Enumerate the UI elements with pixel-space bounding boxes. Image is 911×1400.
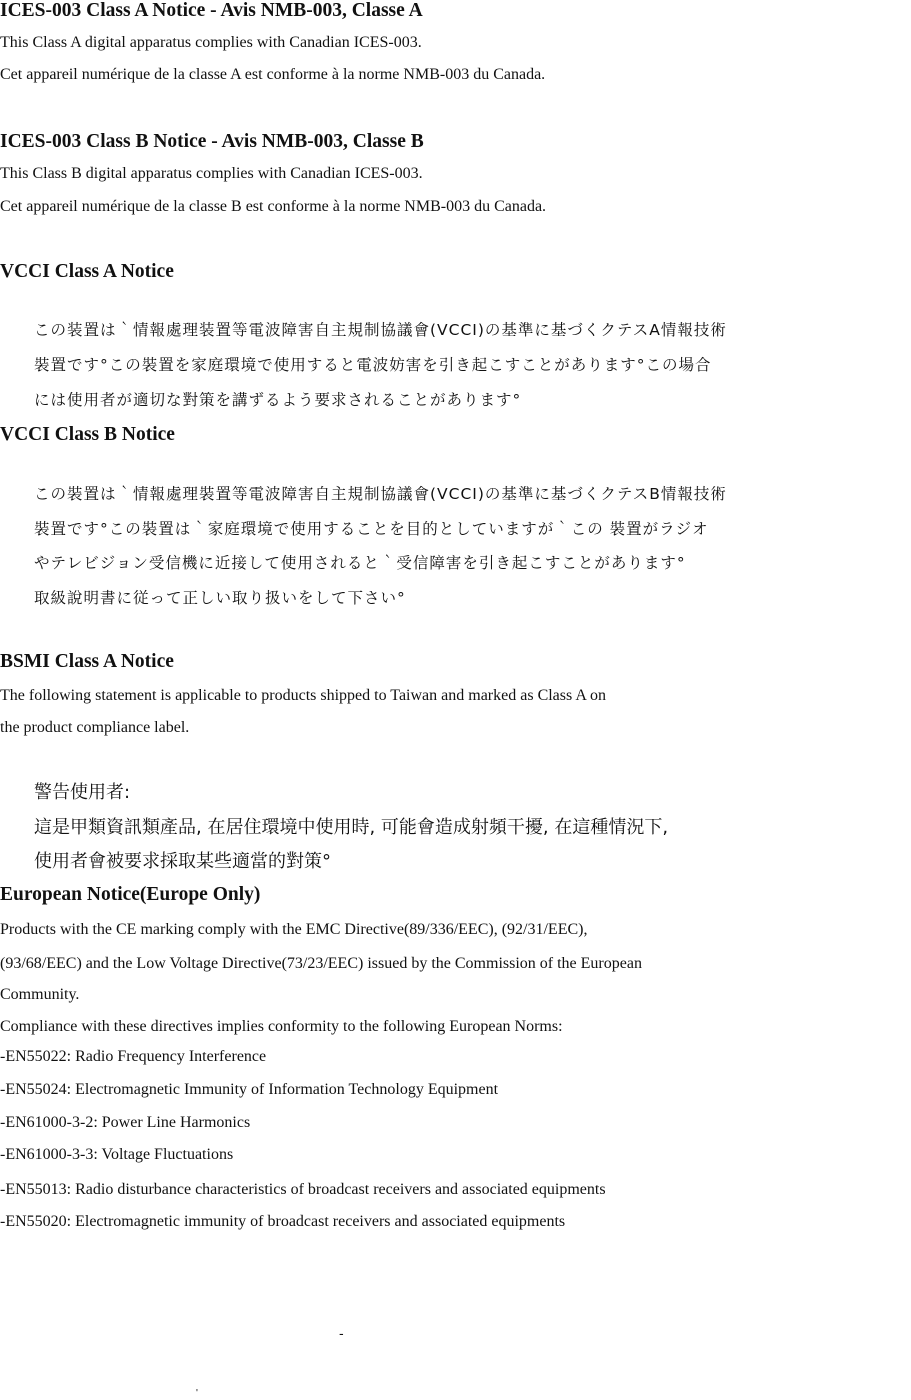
bsmi-warning-line-3: 使用者會被要求採取某些適當的對策°	[34, 851, 331, 872]
europe-line-4: Compliance with these directives implies conformity to the following European Norms:	[0, 1018, 563, 1035]
europe-line-3: Community.	[0, 986, 80, 1003]
europe-norm-en55013: -EN55013: Radio disturbance characteristics of broadcast receivers and associated equipments	[0, 1181, 606, 1198]
europe-line-1: Products with the CE marking comply with the EMC Directive(89/336/EEC), (92/31/EEC),	[0, 921, 588, 938]
europe-norm-en55020: -EN55020: Electromagnetic immunity of broadcast receivers and associated equipments	[0, 1213, 566, 1230]
bsmi-line-2: the product compliance label.	[0, 719, 190, 736]
bsmi-warning-line-2: 這是甲類資訊類產品, 在居住環境中使用時, 可能會造成射頻干擾, 在這種情況下,	[34, 817, 669, 838]
ices-class-a-line-1: This Class A digital apparatus complies with Canadian ICES-003.	[0, 34, 422, 51]
europe-line-2: (93/68/EEC) and the Low Voltage Directive(73/23/EEC) issued by the Commission of the European	[0, 955, 642, 972]
ices-class-b-line-2: Cet appareil numérique de la classe B est conforme à la norme NMB-003 du Canada.	[0, 198, 547, 215]
vcci-class-b-line-3: やテレビジョン受信機に近接して使用されると｀受信障害を引き起こすことがあります°	[34, 554, 686, 572]
ices-class-b-heading: ICES-003 Class B Notice - Avis NMB-003, Classe B	[0, 131, 424, 152]
europe-norm-en55024: -EN55024: Electromagnetic Immunity of Information Technology Equipment	[0, 1081, 499, 1098]
europe-norm-en61000-3-2: -EN61000-3-2: Power Line Harmonics	[0, 1114, 251, 1131]
bsmi-warning-line-1: 警告使用者:	[34, 782, 131, 803]
vcci-class-b-line-4: 取級說明書に従って正しい取り扱いをして下さい°	[34, 589, 406, 607]
vcci-class-a-line-3: には使用者が適切な對策を講ずるよう要求されることがあります°	[34, 391, 522, 409]
stray-dash-mark: -	[339, 1325, 344, 1341]
europe-norm-en61000-3-3: -EN61000-3-3: Voltage Fluctuations	[0, 1146, 234, 1163]
european-notice-heading: European Notice(Europe Only)	[0, 884, 261, 905]
vcci-class-a-line-2: 裝置です°この裝置を家庭環境で使用すると電波妨害を引き起こすことがあります°この場合	[34, 356, 712, 374]
bsmi-line-1: The following statement is applicable to products shipped to Taiwan and marked as Class A on	[0, 687, 607, 704]
ices-class-b-line-1: This Class B digital apparatus complies with Canadian ICES-003.	[0, 165, 423, 182]
stray-tick-mark: '	[196, 1388, 198, 1399]
vcci-class-b-line-2: 裝置です°この裝置は｀家庭環境で使用することを目的としていますが｀この 裝置がラジオ	[34, 520, 709, 538]
ices-class-a-line-2: Cet appareil numérique de la classe A est conforme à la norme NMB-003 du Canada.	[0, 66, 546, 83]
bsmi-class-a-heading: BSMI Class A Notice	[0, 651, 174, 672]
vcci-class-b-heading: VCCI Class B Notice	[0, 424, 175, 445]
vcci-class-a-heading: VCCI Class A Notice	[0, 261, 174, 282]
vcci-class-b-line-1: この裝置は｀情報處理裝置等電波障害自主規制協議會(VCCI)の基準に基づくクテスB情報技術	[34, 485, 727, 503]
ices-class-a-heading: ICES-003 Class A Notice - Avis NMB-003, Classe A	[0, 0, 423, 21]
vcci-class-a-line-1: この装置は｀情報處理装置等電波障害自主規制協議會(VCCI)の基準に基づくクテスA情報技術	[34, 321, 727, 339]
europe-norm-en55022: -EN55022: Radio Frequency Interference	[0, 1048, 267, 1065]
